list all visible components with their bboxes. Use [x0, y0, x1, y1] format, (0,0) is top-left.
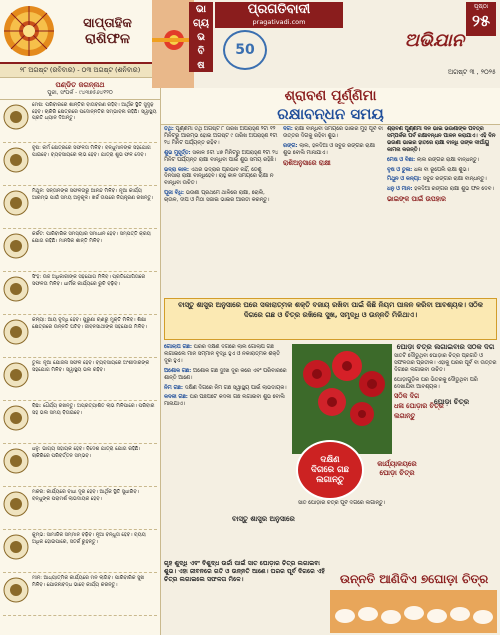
article-paragraph [164, 344, 289, 365]
issue-date: ଅଗଷ୍ଟ ୩ , ୨୦୨୫ [447, 68, 496, 76]
bottom-headline: ଉନ୍ନତି ଆଣିଦିଏ ୭ଘୋଡ଼ା ଚିତ୍ର [340, 572, 489, 586]
paragraph-text: ଦକ୍ଷିଣ ଦିଗରେ ନିମ ଗଛ ସ୍ୱାସ୍ଥ୍ୟ ପାଇଁ ଲାଭଦାୟକ। [184, 384, 287, 391]
article-paragraph [283, 126, 383, 140]
paragraph-lead: ଭଦ୍ରା କାଳ: [164, 166, 189, 173]
zodiac-sign-text: ତୁଳା: ନୂଆ ଯୋଜନା ସଫଳ ହେବ। ବ୍ୟବସାୟରେ ଅଂଶୀଦାରଙ୍କ ସହଯୋଗ ମିଳିବ। ସ୍ୱାସ୍ଥ୍ୟ ଭଲ ରହିବ। [32, 360, 150, 373]
column-3-subheading: ଭାଇଙ୍କ ପାଇଁ ଉପହାର [387, 195, 446, 204]
article-paragraph [164, 167, 279, 188]
horoscope-date-range: ୨୮ ଅଗଷ୍ଟ (ରବିବାର) - ୦୩ ଅଗଷ୍ଟ (ଶନିବାର) [0, 64, 160, 78]
zodiac-sign-entry [3, 487, 157, 530]
dakshin-line1: ଦକ୍ଷିଣ [320, 455, 340, 465]
paragraph-text: ହଳଦିଆ ରଙ୍ଗର ରାକ୍ଷୀ ଶୁଭ ଫଳ ଦେବ। [414, 186, 494, 193]
paragraph-lead: ନିମ ଗଛ: [164, 384, 184, 391]
article-column-3 [387, 126, 497, 296]
article-paragraph [164, 394, 289, 408]
zodiac-sign-list [0, 100, 160, 616]
bhagya-letter: ଷ [197, 59, 205, 71]
ghoda-tag: ଘୋଡ଼ା ଚିତ୍ର [434, 398, 470, 406]
zodiac-sign-entry [3, 186, 157, 229]
column-6-subheading-2: ଧଳା ଘୋଡ଼ାର ଚିତ୍ର [394, 402, 444, 411]
bottom-paragraph: ଗୃହ ଶୁଦ୍ଧି ଏବଂ ବିଶୁଦ୍ଧ ଉର୍ଜା ପାଇଁ ସାତ ଘୋଡ଼ାର ଚିତ୍ର ଲଗାଇବା ଶୁଭ। ଏହା ଜୀବନରେ ଗତି ଓ ଉନ୍ନତି ଆଣେ। ଘରର ପୂର୍ବ ଦିଗରେ ଏହି ଚିତ୍ର ଲଗାଇଲେ ସଫଳତା ମିଳେ। [164, 560, 325, 583]
dakshin-line2: ଦିଗରେ ଗଛ [311, 465, 349, 475]
seven-horses-photo [330, 590, 497, 633]
article-paragraph [387, 157, 497, 164]
paragraph-text: ଲାଲ ରଙ୍ଗର ରାକ୍ଷୀ ବାନ୍ଧନ୍ତୁ। [416, 156, 480, 163]
zodiac-sign-text: ସିଂହ: ଉଚ୍ଚ ଅଧିକାରୀଙ୍କ ସହଯୋଗ ମିଳିବ। ପ୍ରତିଯୋଗିତାରେ ସଫଳତା ମିଳିବ। ଧାର୍ମିକ କାର୍ଯ୍ୟରେ ରୁଚି ବଢ଼ିବ। [32, 274, 146, 287]
paragraph-lead: ପୂଜା ବିଧି: [164, 190, 184, 197]
paper-website: pragativadi.com [252, 18, 306, 26]
zodiac-sign-text: ଧନୁ: ଭାଗ୍ୟ ସହାୟକ ହେବ। ବିଦେଶ ଯାତ୍ରା ଯୋଗ ରହିଛି। ଚାକିରିରେ ପରିବର୍ତ୍ତନ ସମ୍ଭବ। [32, 446, 141, 459]
paragraph-text: ଭଉଣୀ ପ୍ରଥମେ ଥାଳିରେ ରାକ୍ଷୀ, ରୋଲି, ଚାଉଳ, ଦୀପ ଓ ମିଠା ସଜାଇ ଭାଇର ଆରତୀ କରନ୍ତୁ। [164, 190, 270, 204]
zodiac-sign-entry [3, 444, 157, 487]
zodiac-sign-entry [3, 272, 157, 315]
zodiac-sign-text: ମେଷ: ପରିବାରରେ ଶାନ୍ତିର ବାତାବରଣ ରହିବ। ଆର୍ଥିକ ସ୍ଥିତି ସୁଦୃଢ଼ ହେବ। ଚାକିରି କ୍ଷେତ୍ରରେ ପଦୋନ୍ନତିର ସମ୍ଭାବନା ରହିଛି। ସ୍ୱାସ୍ଥ୍ୟ ପ୍ରତି ଧ୍ୟାନ ଦିଅନ୍ତୁ। [32, 102, 157, 122]
bhagya-letter: ଭ [197, 31, 205, 43]
paragraph-text: ସବୁଜ ରଙ୍ଗର ରାକ୍ଷୀ ବାନ୍ଧନ୍ତୁ। [422, 176, 487, 183]
bhagya-letter: ଭା [195, 3, 207, 15]
virgo-icon [3, 319, 29, 345]
zodiac-sign-entry [3, 315, 157, 358]
article-paragraph [164, 150, 279, 164]
paragraph-text: ଲାଲ, ହଳଦିଆ ଓ ସବୁଜ ରଙ୍ଗର ରାକ୍ଷୀ ଶୁଭ ବୋଲି ମାନାଯାଏ। [283, 142, 375, 156]
headline-line2: ରକ୍ଷାବନ୍ଧନ ସମୟ [277, 105, 384, 123]
article-paragraph [164, 126, 279, 147]
article-column-5: ସାତ ଘୋଡ଼ାର ଚିତ୍ର ପୂର୍ବ ଦିଗରେ ଲଗାନ୍ତୁ। [298, 500, 386, 506]
paragraph-text: ସକାଳ ୫ଟା ୪୭ ମିନିଟରୁ ଅପରାହ୍ଣ ୧ଟା ୨୪ ମିନିଟ ପର୍ଯ୍ୟନ୍ତ ରାକ୍ଷୀ ବାନ୍ଧିବା ପାଇଁ ଶୁଭ ସମୟ ରହିଛି। [164, 149, 279, 163]
paragraph-lead: ଦିଗ: [283, 126, 293, 132]
paragraph-text: ରାକ୍ଷୀ ବାନ୍ଧିବା ସମୟରେ ଭାଇର ମୁହଁ ପୂର୍ବ ବା ଉତ୍ତର ଦିଗକୁ ରହିବା ଶୁଭ। [283, 126, 383, 139]
paragraph-lead: ମିଥୁନ ଓ କନ୍ୟା: [387, 176, 422, 183]
paragraph-lead: ଶୁଭ ମୁହୂର୍ତ୍ତ: [164, 149, 191, 156]
zodiac-wheel-icon [3, 5, 55, 57]
zodiac-sign-text: ମିଥୁନ: ସନ୍ତାନଙ୍କ ସଫଳତାରୁ ଆନନ୍ଦ ମିଳିବ। ନୂଆ କାର୍ଯ୍ୟ ଆରମ୍ଭ ପାଇଁ ସମୟ ଅନୁକୂଳ। ଖର୍ଚ୍ଚ ଉପରେ ନିୟନ୍ତ୍ରଣ ରଖନ୍ତୁ। [32, 188, 154, 201]
page-label: ପୃଷ୍ଠା [473, 3, 489, 10]
aquarius-icon [3, 534, 29, 560]
aries-icon [3, 104, 29, 130]
zodiac-sign-entry [3, 573, 157, 616]
column-2-subheading: ରାଶିଅନୁସାରେ ରାକ୍ଷୀ [283, 158, 331, 167]
libra-icon [3, 362, 29, 388]
rakhi-photo [152, 0, 194, 88]
horoscope-title: ସାପ୍ତାହିକ [83, 15, 132, 31]
horse-section-title: ଘୋଡ଼ା ଚିତ୍ର ଲଗାଇବାର ସଠିକ ଦିଗ [396, 344, 495, 351]
paragraph-lead: ରଙ୍ଗ: [283, 142, 298, 149]
paragraph-text: ଘର ପଛପଟେ କଦଳୀ ଗଛ ଲଗାଇବା ଶୁଭ ବୋଲି ମାନାଯାଏ। [164, 394, 285, 408]
page-number: ୨୫ [472, 11, 490, 30]
article-paragraph [164, 190, 279, 204]
zodiac-sign-entry [3, 100, 157, 143]
masthead [161, 0, 500, 88]
zodiac-sign-text: କୁମ୍ଭ: ସାମାଜିକ ସମ୍ମାନ ବଢ଼ିବ। ନୂଆ ବନ୍ଧୁତା ହେବ। ବ୍ୟୟ ଅଧିକ ହୋଇପାରେ, ସତର୍କ ରୁହନ୍ତୁ। [32, 532, 146, 545]
article-column-2 [283, 126, 383, 296]
leo-icon [3, 276, 29, 302]
paragraph-text: ପୂର୍ଣ୍ଣିମା ତିଥି ଅଗଷ୍ଟ ୮ ତାରିଖ ଅପରାହ୍ଣ ୨ଟା ୧୨ ମିନିଟରୁ ଆରମ୍ଭ ହୋଇ ଅଗଷ୍ଟ ୯ ତାରିଖ ଅପରାହ୍ଣ ୧ଟା ୨୪ ମିନିଟ ପର୍ଯ୍ୟନ୍ତ ରହିବ। [164, 126, 278, 146]
karyalaya-heading: କାର୍ଯ୍ୟାଳୟରେ ଘୋଡ଼ା ଚିତ୍ର [377, 460, 417, 477]
bhagya-bhabisya-banner [189, 2, 213, 72]
paper-name: ପ୍ରଗତିବାଦୀ [247, 2, 311, 17]
zodiac-sign-text: କର୍କଟ: ପାରିବାରିକ ସମସ୍ୟାର ସମାଧାନ ହେବ। ସମ୍ପତ୍ତି କ୍ରୟ ଯୋଗ ରହିଛି। ମାନସିକ ଶାନ୍ତି ମିଳିବ। [32, 231, 151, 244]
zodiac-sign-text: ବୃଷ: କର୍ମ କ୍ଷେତ୍ରରେ ସଫଳତା ମିଳିବ। ବନ୍ଧୁମାନଙ୍କ ସହଯୋଗ ପାଇବେ। ବ୍ୟବସାୟରେ ଲାଭ ହେବ। ଯାତ୍ରା ଶୁଭ ଫଳ ଦେବ। [32, 145, 151, 158]
zodiac-sign-text: ମକର: କାର୍ଯ୍ୟରେ ବାଧା ଦୂର ହେବ। ଆର୍ଥିକ ସ୍ଥିତି ସୁଧାରିବ। ବନ୍ଧୁଙ୍କ ପରାମର୍ଶ ଲାଭଦାୟକ ହେବ। [32, 489, 139, 502]
paragraph-text: ଏଥର ଭଦ୍ରାର ପ୍ରଭାବ ନାହିଁ, ତେଣୁ ଦିନସାରା ରାକ୍ଷୀ ବାନ୍ଧିହେବ। ରାହୁ କାଳ ସମୟରେ ରାକ୍ଷୀ ନ ବାନ୍ଧିବା ଉଚିତ। [164, 166, 274, 187]
zodiac-sign-entry [3, 358, 157, 401]
zodiac-sign-entry [3, 401, 157, 444]
zodiac-sign-entry [3, 229, 157, 272]
paragraph-lead: ଧନୁ ଓ ମୀନ: [387, 186, 413, 193]
paragraph-lead: ମେଷ ଓ ବିଛା: [387, 156, 416, 163]
article-paragraph [164, 385, 289, 392]
article-paragraph [164, 368, 289, 382]
paragraph-text: ଘରର ଦକ୍ଷିଣ ଦିଗରେ ଲାଲ ଗୋଲାପ ଗଛ ଲଗାଇଲେ ମାନ ସମ୍ମାନ ବୃଦ୍ଧି ହୁଏ ଓ ନକାରାତ୍ମକ ଶକ୍ତି ଦୂର ହୁଏ। [164, 344, 280, 364]
article-column-1 [164, 126, 279, 296]
dakshin-badge [296, 440, 364, 500]
article-paragraph [387, 176, 497, 183]
paragraph-text: ଅଶୋକ ଗଛ ଦୁଃଖ ଦୂର କରେ ଏବଂ ପରିବାରରେ ଶାନ୍ତି ଆଣେ। [164, 367, 287, 381]
scorpio-icon [3, 405, 29, 431]
paragraph-text: ଘୋଡ଼ାଗୁଡ଼ିକ ଘର ଭିତରକୁ ଦୌଡୁଥିବା ପରି ଦେଖାଯିବା ଆବଶ୍ୟକ। [394, 376, 478, 390]
gemini-icon [3, 190, 29, 216]
cancer-icon [3, 233, 29, 259]
anniversary-badge: 50 [223, 30, 267, 70]
capricorn-icon [3, 491, 29, 517]
paragraph-lead: ତିଥି: [164, 126, 174, 132]
article-paragraph [394, 377, 497, 391]
column-6-subheading-3: ଲଗାନ୍ତୁ [394, 412, 416, 421]
taurus-icon [3, 147, 29, 173]
paragraph-lead: ଗୋଲାପ ଗଛ: [164, 344, 192, 350]
astrologer-contact: ପୁରୀ, ସଂପର୍କ - ୯୪୩୭୫୬୪୧୨୦ [47, 90, 113, 96]
paragraph-text: ସାତଟି ଦୌଡୁଥିବା ଘୋଡ଼ାର ଚିତ୍ର ପ୍ରଗତି ଓ ସଫଳତାର ପ୍ରତୀକ। ଏହାକୁ ଘରର ପୂର୍ବ ବା ଉତ୍ତର ଦିଗରେ ଲଗାଇବା ଉଚିତ। [394, 352, 497, 373]
vastu-tag: ବାସ୍ତୁ ଶାସ୍ତ୍ର ଅନୁସାରେ [232, 515, 295, 523]
article-paragraph [387, 186, 497, 193]
zodiac-sign-text: ବିଛା: ଧୈର୍ଯ୍ୟ ରଖନ୍ତୁ। ଅପ୍ରତ୍ୟାଶିତ ଲାଭ ମିଳିପାରେ। ପରିବାର ସହ ଭଲ ସମୟ ବିତାଇବେ। [32, 403, 155, 416]
sagittarius-icon [3, 448, 29, 474]
headline-line1: ଶ୍ରାବଣ ପୂର୍ଣ୍ଣିମା [284, 88, 377, 104]
paragraph-text: ଧଳା ବା ରୂପେଲି ରାକ୍ଷୀ ଶୁଭ। [413, 166, 469, 173]
zodiac-sign-text: ମୀନ: ଆଧ୍ୟାତ୍ମିକ କାର୍ଯ୍ୟରେ ମନ ଲାଗିବ। ପାରିବାରିକ ସୁଖ ମିଳିବ। ଯୋଜନାବଦ୍ଧ ଭାବେ କାର୍ଯ୍ୟ କରନ୍ତୁ। [32, 575, 145, 588]
astrologer-info [0, 78, 160, 100]
article-column-6 [394, 344, 497, 554]
pisces-icon [3, 577, 29, 603]
zodiac-sign-entry [3, 530, 157, 573]
paragraph-lead: କଦଳୀ ଗଛ: [164, 394, 188, 401]
paragraph-lead: ଅଶୋକ ଗଛ: [164, 367, 192, 374]
article-paragraph [394, 353, 497, 374]
article-paragraph [283, 143, 383, 157]
paper-logo [215, 2, 343, 28]
supplement-name: ଅଭିଯାନ [404, 30, 464, 51]
page-number-box [466, 2, 496, 36]
zodiac-sign-entry [3, 143, 157, 186]
rose-photo [292, 344, 392, 454]
article-paragraph [387, 167, 497, 174]
bhagya-letter: ବି [197, 45, 205, 57]
vastu-highlight-box: ବାସ୍ତୁ ଶାସ୍ତ୍ର ଅନୁସାରେ ଘରେ ସକାରାତ୍ମକ ଶକ୍ତି ବଜାୟ ରଖିବା ପାଇଁ କିଛି ନିୟମ ପାଳନ କରିବା ଆବଶ୍ୟକ। ସଠିକ ଦିଗରେ ଗଛ ଓ ଚିତ୍ର ରଖିଲେ ସୁଖ, ସମୃଦ୍ଧି ଓ ଉନ୍ନତି ମିଳିଥାଏ। [164, 298, 497, 340]
astrologer-name: ପଣ୍ଡିତ ଜଗନ୍ନାଥ [55, 81, 105, 89]
bhagya-letter: ଗ୍ୟ [193, 17, 209, 29]
horoscope-header [0, 0, 160, 64]
horoscope-column [0, 0, 161, 635]
intro-paragraph-visible: ଶ୍ରାବଣ ପୂର୍ଣ୍ଣିମା ଦିନ ଭାଇ ଭଉଣୀଙ୍କ ପବିତ୍ର ସମ୍ପର୍କର ପର୍ବ ରକ୍ଷାବନ୍ଧନ ପାଳନ କରାଯାଏ। ଏହି ଦିନ ଭଉଣୀ ଭାଇର ହାତରେ ରାକ୍ଷୀ ବାନ୍ଧି ତାଙ୍କ ଦୀର୍ଘାୟୁ କାମନା କରନ୍ତି। [387, 126, 496, 153]
horoscope-subtitle: ରାଶିଫଳ [84, 30, 131, 47]
zodiac-sign-text: କନ୍ୟା: ଆୟ ବୃଦ୍ଧି ହେବ। ପୁରୁଣା ଋଣରୁ ମୁକ୍ତି ମିଳିବ। ଶିକ୍ଷା କ୍ଷେତ୍ରରେ ଉନ୍ନତି ଘଟିବ। ଜୀବନସାଥୀଙ୍କ ସହଯୋଗ ମିଳିବ। [32, 317, 147, 330]
column-6-subheading-1: ସଠିକ ଦିଗ [394, 392, 420, 401]
paragraph-lead: ବୃଷ ଓ ତୁଳା: [387, 166, 413, 173]
main-headline [161, 88, 500, 125]
dakshin-line3: ଲଗାନ୍ତୁ [316, 475, 344, 485]
